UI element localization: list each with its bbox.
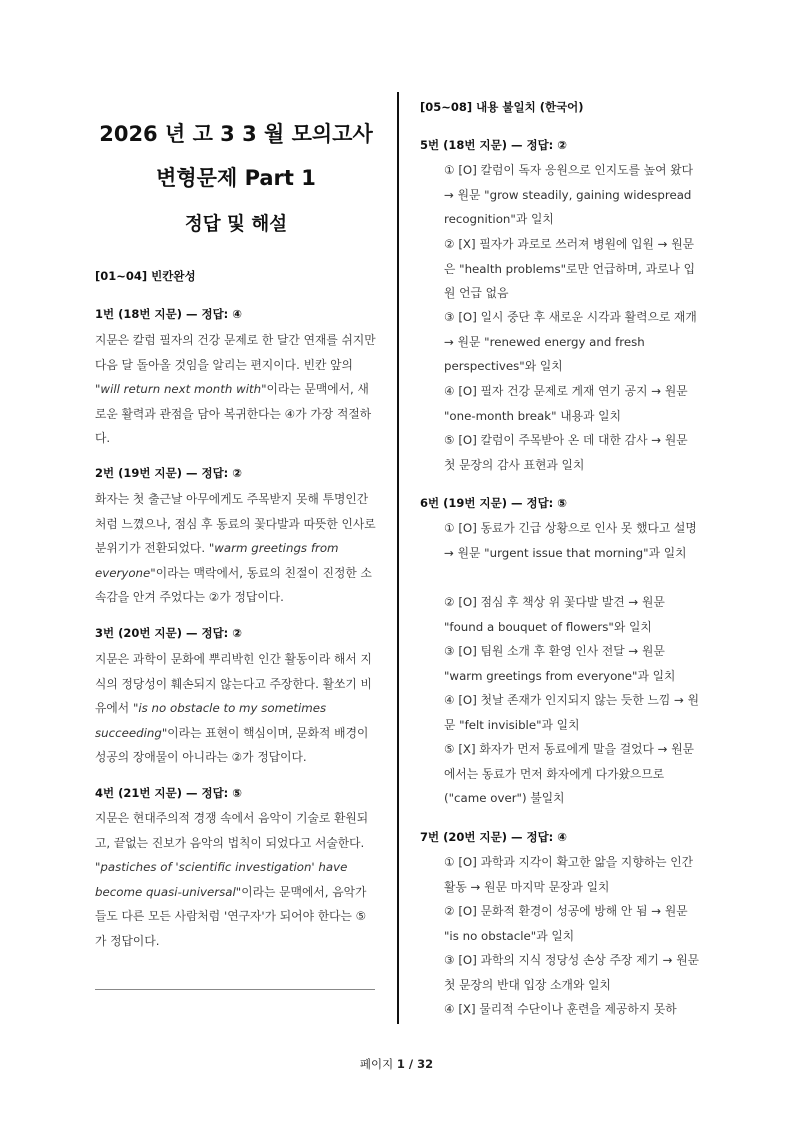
- doc-subtitle: 변형문제 Part 1: [156, 166, 316, 190]
- q5-option-2: ② [X] 필자가 과로로 쓰러져 병원에 입원 → 원문은 "health problems"로만 언급하며, 과로나 입원 언급 없음: [444, 237, 696, 300]
- q4-heading: 4번 (21번 지문) — 정답: ⑤: [95, 786, 243, 800]
- q6-option-2: ② [O] 점심 후 책상 위 꽃다발 발견 → 원문 "found a bouquet of flowers"와 일치: [444, 595, 665, 634]
- q5-heading: 5번 (18번 지문) — 정답: ②: [420, 138, 568, 152]
- q1-quote: "will return next month with": [95, 382, 267, 396]
- q2-heading: 2번 (19번 지문) — 정답: ②: [95, 466, 243, 480]
- total-pages: 32: [417, 1057, 434, 1071]
- q3-explanation: 지문은 과학이 문화에 뿌리박힌 인간 활동이라 해서 지식의 정당성이 훼손되지 않는다고 주장한다. 활쏘기 비유에서 "is no obstacle to my sometimes succeeding"이라는 표현이 핵심이며, 문화적 배경이 성공의 장애물이 아니라는 ②가 정답이다.: [95, 652, 372, 764]
- section-heading-mismatch: [05~08] 내용 불일치 (한국어): [420, 100, 584, 114]
- q3-heading: 3번 (20번 지문) — 정답: ②: [95, 626, 243, 640]
- page-indicator: 페이지 1 / 32: [359, 1057, 434, 1071]
- q7-heading: 7번 (20번 지문) — 정답: ④: [420, 830, 568, 844]
- q7-option-2: ② [O] 문화적 환경이 성공에 방해 안 됨 → 원문 "is no obstacle"과 일치: [444, 904, 688, 943]
- footnote-rule: [95, 989, 375, 990]
- q6-option-5: ⑤ [X] 화자가 먼저 동료에게 말을 걸었다 → 원문에서는 동료가 먼저 화자에게 다가왔으므로 ("came over") 불일치: [444, 742, 695, 805]
- q7-option-3: ③ [O] 과학의 지식 정당성 손상 주장 제기 → 원문 첫 문장의 반대 입장 소개와 일치: [444, 953, 700, 992]
- q7-option-1: ① [O] 과학과 지각이 확고한 앎을 지향하는 인간 활동 → 원문 마지막 문장과 일치: [444, 855, 694, 894]
- q5-option-1: ① [O] 칼럼이 독자 응원으로 인지도를 높여 왔다 → 원문 "grow steadily, gaining widespread recognition"과 일치: [444, 163, 694, 226]
- q2-quote: "warm greetings from everyone": [95, 541, 339, 580]
- section-heading-blank: [01~04] 빈칸완성: [95, 269, 196, 283]
- q4-quote: "pastiches of 'scientific investigation' have become quasi-universal": [95, 860, 348, 899]
- doc-title: 2026 년 고 3 3 월 모의고사: [99, 122, 373, 146]
- current-page: 1: [396, 1057, 405, 1071]
- q5-option-4: ④ [O] 필자 건강 문제로 게재 연기 공지 → 원문 "one-month break" 내용과 일치: [444, 384, 688, 423]
- q4-explanation: 지문은 현대주의적 경쟁 속에서 음악이 기술로 환원되고, 끝없는 진보가 음악의 법칙이 되었다고 서술한다. "pastiches of 'scientific investigation' have become quasi-universal"이라는 문맥에서, 음악가들도 다른 모든 사람처럼 '연구자'가 되어야 한다는 ⑤가 정답이다.: [95, 811, 369, 948]
- q1-heading: 1번 (18번 지문) — 정답: ④: [95, 307, 243, 321]
- doc-section-title: 정답 및 해설: [184, 214, 288, 235]
- column-divider: [397, 92, 399, 1024]
- q1-explanation: 지문은 칼럼 필자의 건강 문제로 한 달간 연재를 쉬지만 다음 달 돌아올 것임을 알리는 편지이다. 빈칸 앞의 "will return next month with"이라는 문맥에서, 새로운 활력과 관점을 담아 복귀한다는 ④가 가장 적절하다.: [95, 333, 376, 445]
- q3-quote: "is no obstacle to my sometimes succeeding": [95, 701, 327, 740]
- q6-option-4: ④ [O] 첫날 존재가 인지되지 않는 듯한 느낌 → 원문 "felt invisible"과 일치: [444, 693, 700, 732]
- q6-option-3: ③ [O] 팀원 소개 후 환영 인사 전달 → 원문 "warm greetings from everyone"과 일치: [444, 644, 676, 683]
- q2-explanation: 화자는 첫 출근날 아무에게도 주목받지 못해 투명인간처럼 느꼈으나, 점심 후 동료의 꽃다발과 따뜻한 인사로 분위기가 전환되었다. "warm greetings from everyone"이라는 맥락에서, 동료의 친절이 진정한 소속감을 안겨 주었다는 ②가 정답이다.: [95, 492, 376, 604]
- q6-heading: 6번 (19번 지문) — 정답: ⑤: [420, 496, 568, 510]
- q7-option-4: ④ [X] 물리적 수단이나 훈련을 제공하지 못하: [444, 1002, 677, 1016]
- q5-option-5: ⑤ [O] 칼럼이 주목받아 온 데 대한 감사 → 원문 첫 문장의 감사 표현과 일치: [444, 433, 688, 472]
- q6-option-1: ① [O] 동료가 긴급 상황으로 인사 못 했다고 설명 → 원문 "urgent issue that morning"과 일치: [444, 521, 697, 560]
- q5-option-3: ③ [O] 일시 중단 후 새로운 시각과 활력으로 재개 → 원문 "renewed energy and fresh perspectives"와 일치: [444, 310, 697, 373]
